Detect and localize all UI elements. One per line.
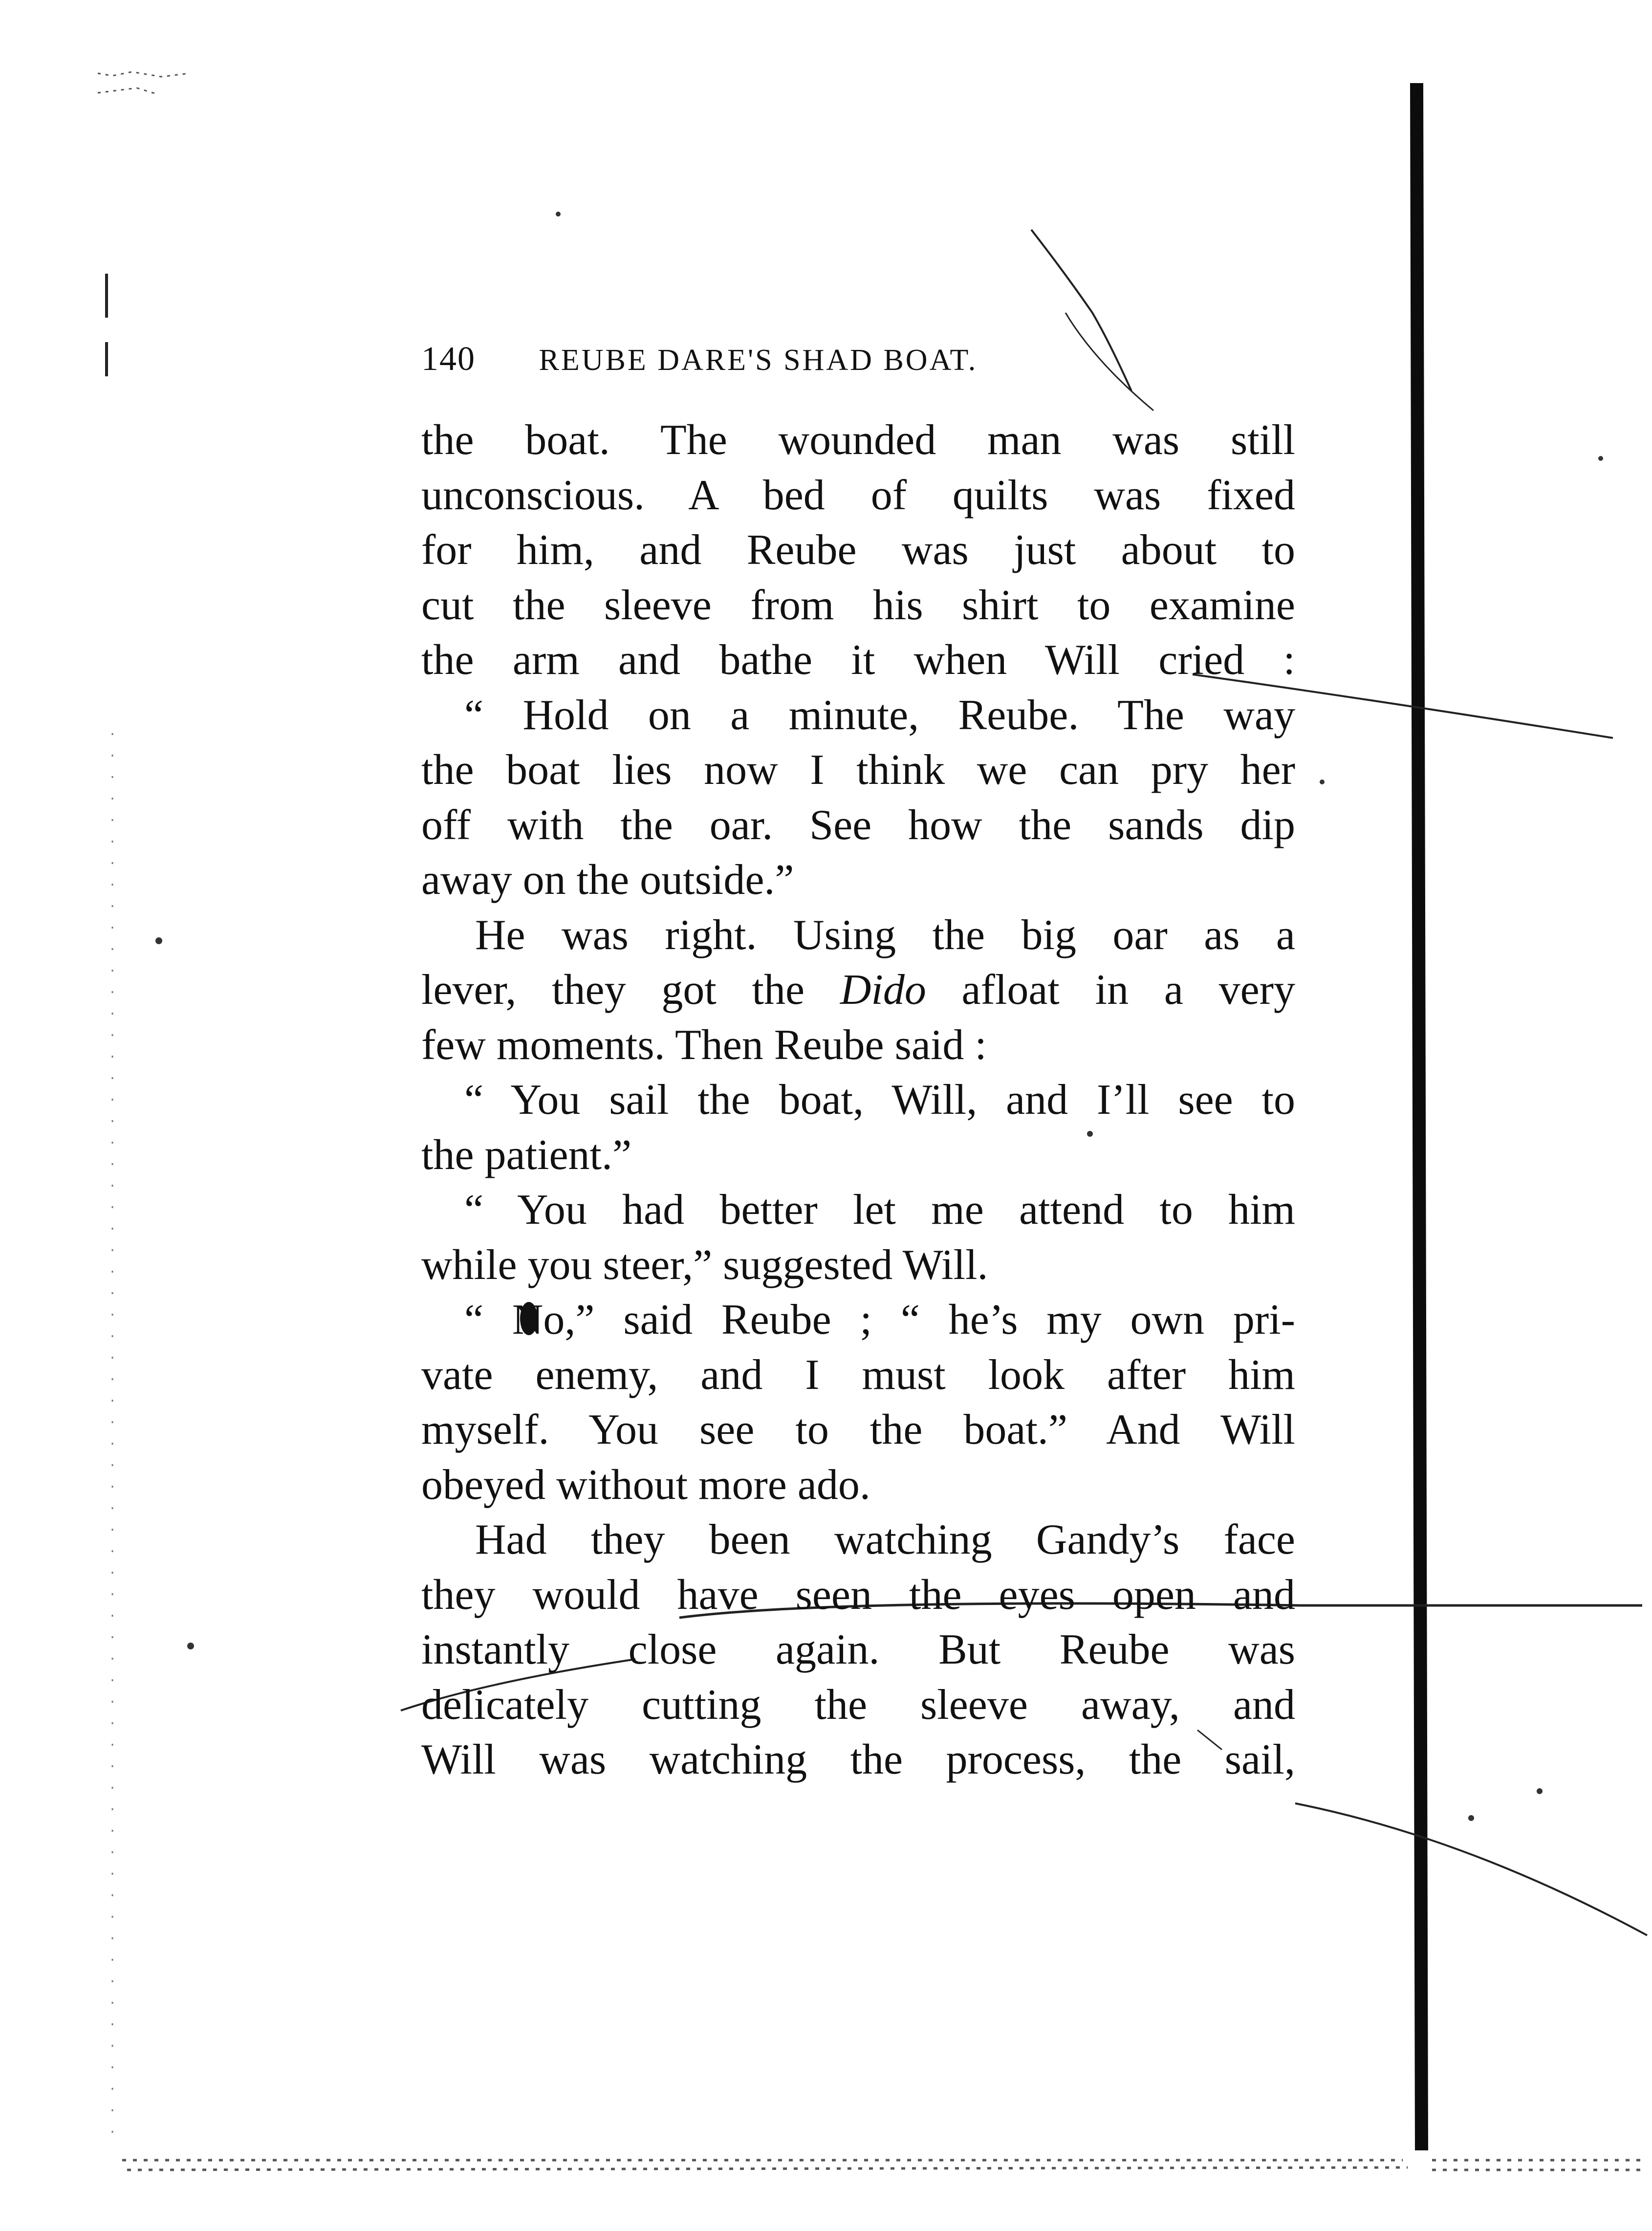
text-line: the boat lies now I think we can pry her bbox=[421, 746, 1295, 794]
text-line: while you steer,” suggested Will. bbox=[421, 1241, 988, 1289]
text-line: the arm and bathe it when Will cried : bbox=[421, 636, 1295, 684]
edge-speckle bbox=[122, 2160, 1642, 2170]
running-head bbox=[421, 337, 1154, 381]
text-line: delicately cutting the sleeve away, and bbox=[421, 1681, 1295, 1729]
text-line: obeyed without more ado. bbox=[421, 1461, 870, 1509]
text-line: myself. You see to the boat.” And Will bbox=[421, 1406, 1295, 1453]
text-line: “ You sail the boat, Will, and I’ll see to bbox=[464, 1076, 1295, 1124]
text-line: vate enemy, and I must look after him bbox=[421, 1351, 1295, 1399]
text-span: afloat in a very bbox=[926, 966, 1295, 1014]
text-line: off with the oar. See how the sands dip bbox=[421, 801, 1295, 849]
text-line: “ You had better let me attend to him bbox=[464, 1186, 1295, 1234]
page-number: 140 bbox=[421, 340, 476, 378]
text-line: for him, and Reube was just about to bbox=[421, 526, 1295, 574]
text-line: He was right. Using the big oar as a bbox=[475, 911, 1295, 959]
text-line: they would have seen the eyes open and bbox=[421, 1571, 1295, 1619]
text-line: the boat. The wounded man was still bbox=[421, 416, 1295, 464]
text-line: unconscious. A bed of quilts was fixed bbox=[421, 471, 1295, 519]
text-line: the patient.” bbox=[421, 1131, 632, 1179]
text-line: cut the sleeve from his shirt to examine bbox=[421, 581, 1295, 629]
text-line: instantly close again. But Reube was bbox=[421, 1626, 1295, 1673]
text-line: few moments. Then Reube said : bbox=[421, 1021, 987, 1069]
body-text bbox=[421, 413, 1295, 1788]
gutter-bar bbox=[1410, 83, 1428, 2150]
text-span: lever, they got the bbox=[421, 966, 840, 1014]
text-line: “ Hold on a minute, Reube. The way bbox=[464, 691, 1295, 739]
stray-line bbox=[1295, 1803, 1647, 1935]
text-line: away on the outside.” bbox=[421, 856, 794, 904]
text-line: Will was watching the process, the sail, bbox=[421, 1736, 1295, 1783]
text-line bbox=[421, 963, 1295, 1018]
boat-name: Dido bbox=[840, 966, 926, 1014]
edge-speckle bbox=[98, 72, 186, 94]
text-line: Had they been watching Gandy’s face bbox=[475, 1516, 1295, 1563]
running-head-title: REUBE DARE'S SHAD BOAT. bbox=[539, 344, 978, 377]
text-line: “ No,” said Reube ; “ he’s my own pri- bbox=[464, 1296, 1295, 1343]
